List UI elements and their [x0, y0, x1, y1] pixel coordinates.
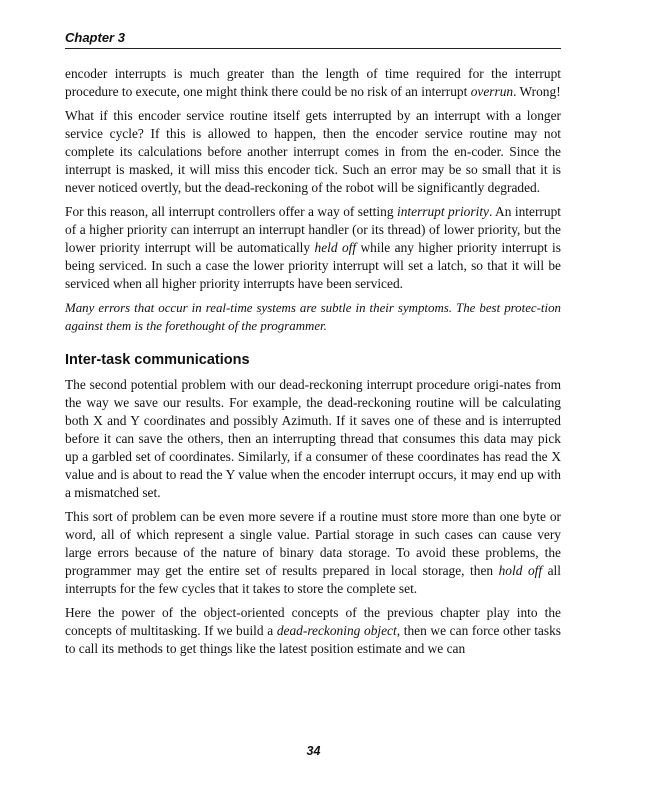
page-number: 34 [306, 744, 321, 758]
emphasis-hold-off: hold off [498, 563, 543, 578]
paragraph-6-text-a: Here the power of the object-oriented concepts of the previous chapter play into the concepts of multitasking. If we build a [65, 605, 561, 638]
paragraph-4: The second potential problem with our dead-reckoning interrupt procedure origi-nates from the way we save our results. For example, the dead-reckoning routine will be calculating both X and Y coordinates and possibly Azimuth. If it saves one of these and is interrupted before it can save the others, then an interrupting thread that consumes this data may pick up a garbled set of coordinates. Similarly, if a consumer of these coordinates has read the X value and is about to read the Y value when the encoder interrupt occurs, it may end up with a mismatched set. [65, 377, 561, 500]
paragraph-5-text-c: all interrupts for the few cycles that it takes to store the complete set. [65, 563, 561, 596]
paragraph-6-text-c: , then we can force other tasks to call its methods to get things like the latest position estimate and we can [65, 623, 561, 656]
paragraph-3-text-a: For this reason, all interrupt controllers offer a way of setting [65, 204, 397, 219]
paragraph-1-text-c: . Wrong! [513, 84, 561, 99]
chapter-header: Chapter 3 [65, 30, 561, 49]
section-heading: Inter-task communications [65, 352, 250, 368]
paragraph-3-text-e: while any higher priority interrupt is being serviced. In such a case the lower priority interrupt will set a latch, so that it will be serviced when all higher priority interrupts have been serviced. [65, 240, 561, 291]
paragraph-5 [65, 508, 561, 598]
paragraph-5-text-a: This sort of problem can be even more severe if a routine must store more than one byte or word, all of which represent a single value. Partial storage in such cases can cause very large errors because of the nature of binary data storage. To avoid these problems, the programmer may get the entire set of results prepared in local storage, then [65, 509, 561, 578]
paragraph-1-text-a: encoder interrupts is much greater than the length of time required for the interrupt procedure to execute, one might think there could be no risk of an interrupt [65, 66, 561, 99]
page-body [65, 65, 561, 658]
emphasis-overrun: overrun [470, 84, 514, 99]
emphasis-dead-reckoning-object: dead-reckoning object [276, 623, 397, 638]
paragraph-3 [65, 203, 561, 293]
paragraph-2: What if this encoder service routine itself gets interrupted by an interrupt with a longer service cycle? If this is allowed to happen, then the encoder service routine may not complete its calculations before another interrupt comes in from the en-coder. Since the interrupt is masked, it will miss this encoder tick. Such an error may be so small that it is never noticed overtly, but the dead-reckoning of the robot will be significantly degraded. [65, 108, 561, 195]
paragraph-3-text-c: . An interrupt of a higher priority can interrupt an interrupt handler (or its thread) of lower priority, but the lower priority interrupt will be automatically [65, 204, 561, 255]
paragraph-6 [65, 604, 561, 658]
italic-note: Many errors that occur in real-time systems are subtle in their symptoms. The best protec-tion against them is the forethought of the programmer. [65, 301, 561, 333]
paragraph-1 [65, 65, 561, 101]
emphasis-interrupt-priority: interrupt priority [396, 204, 489, 219]
emphasis-held-off: held off [314, 240, 357, 255]
